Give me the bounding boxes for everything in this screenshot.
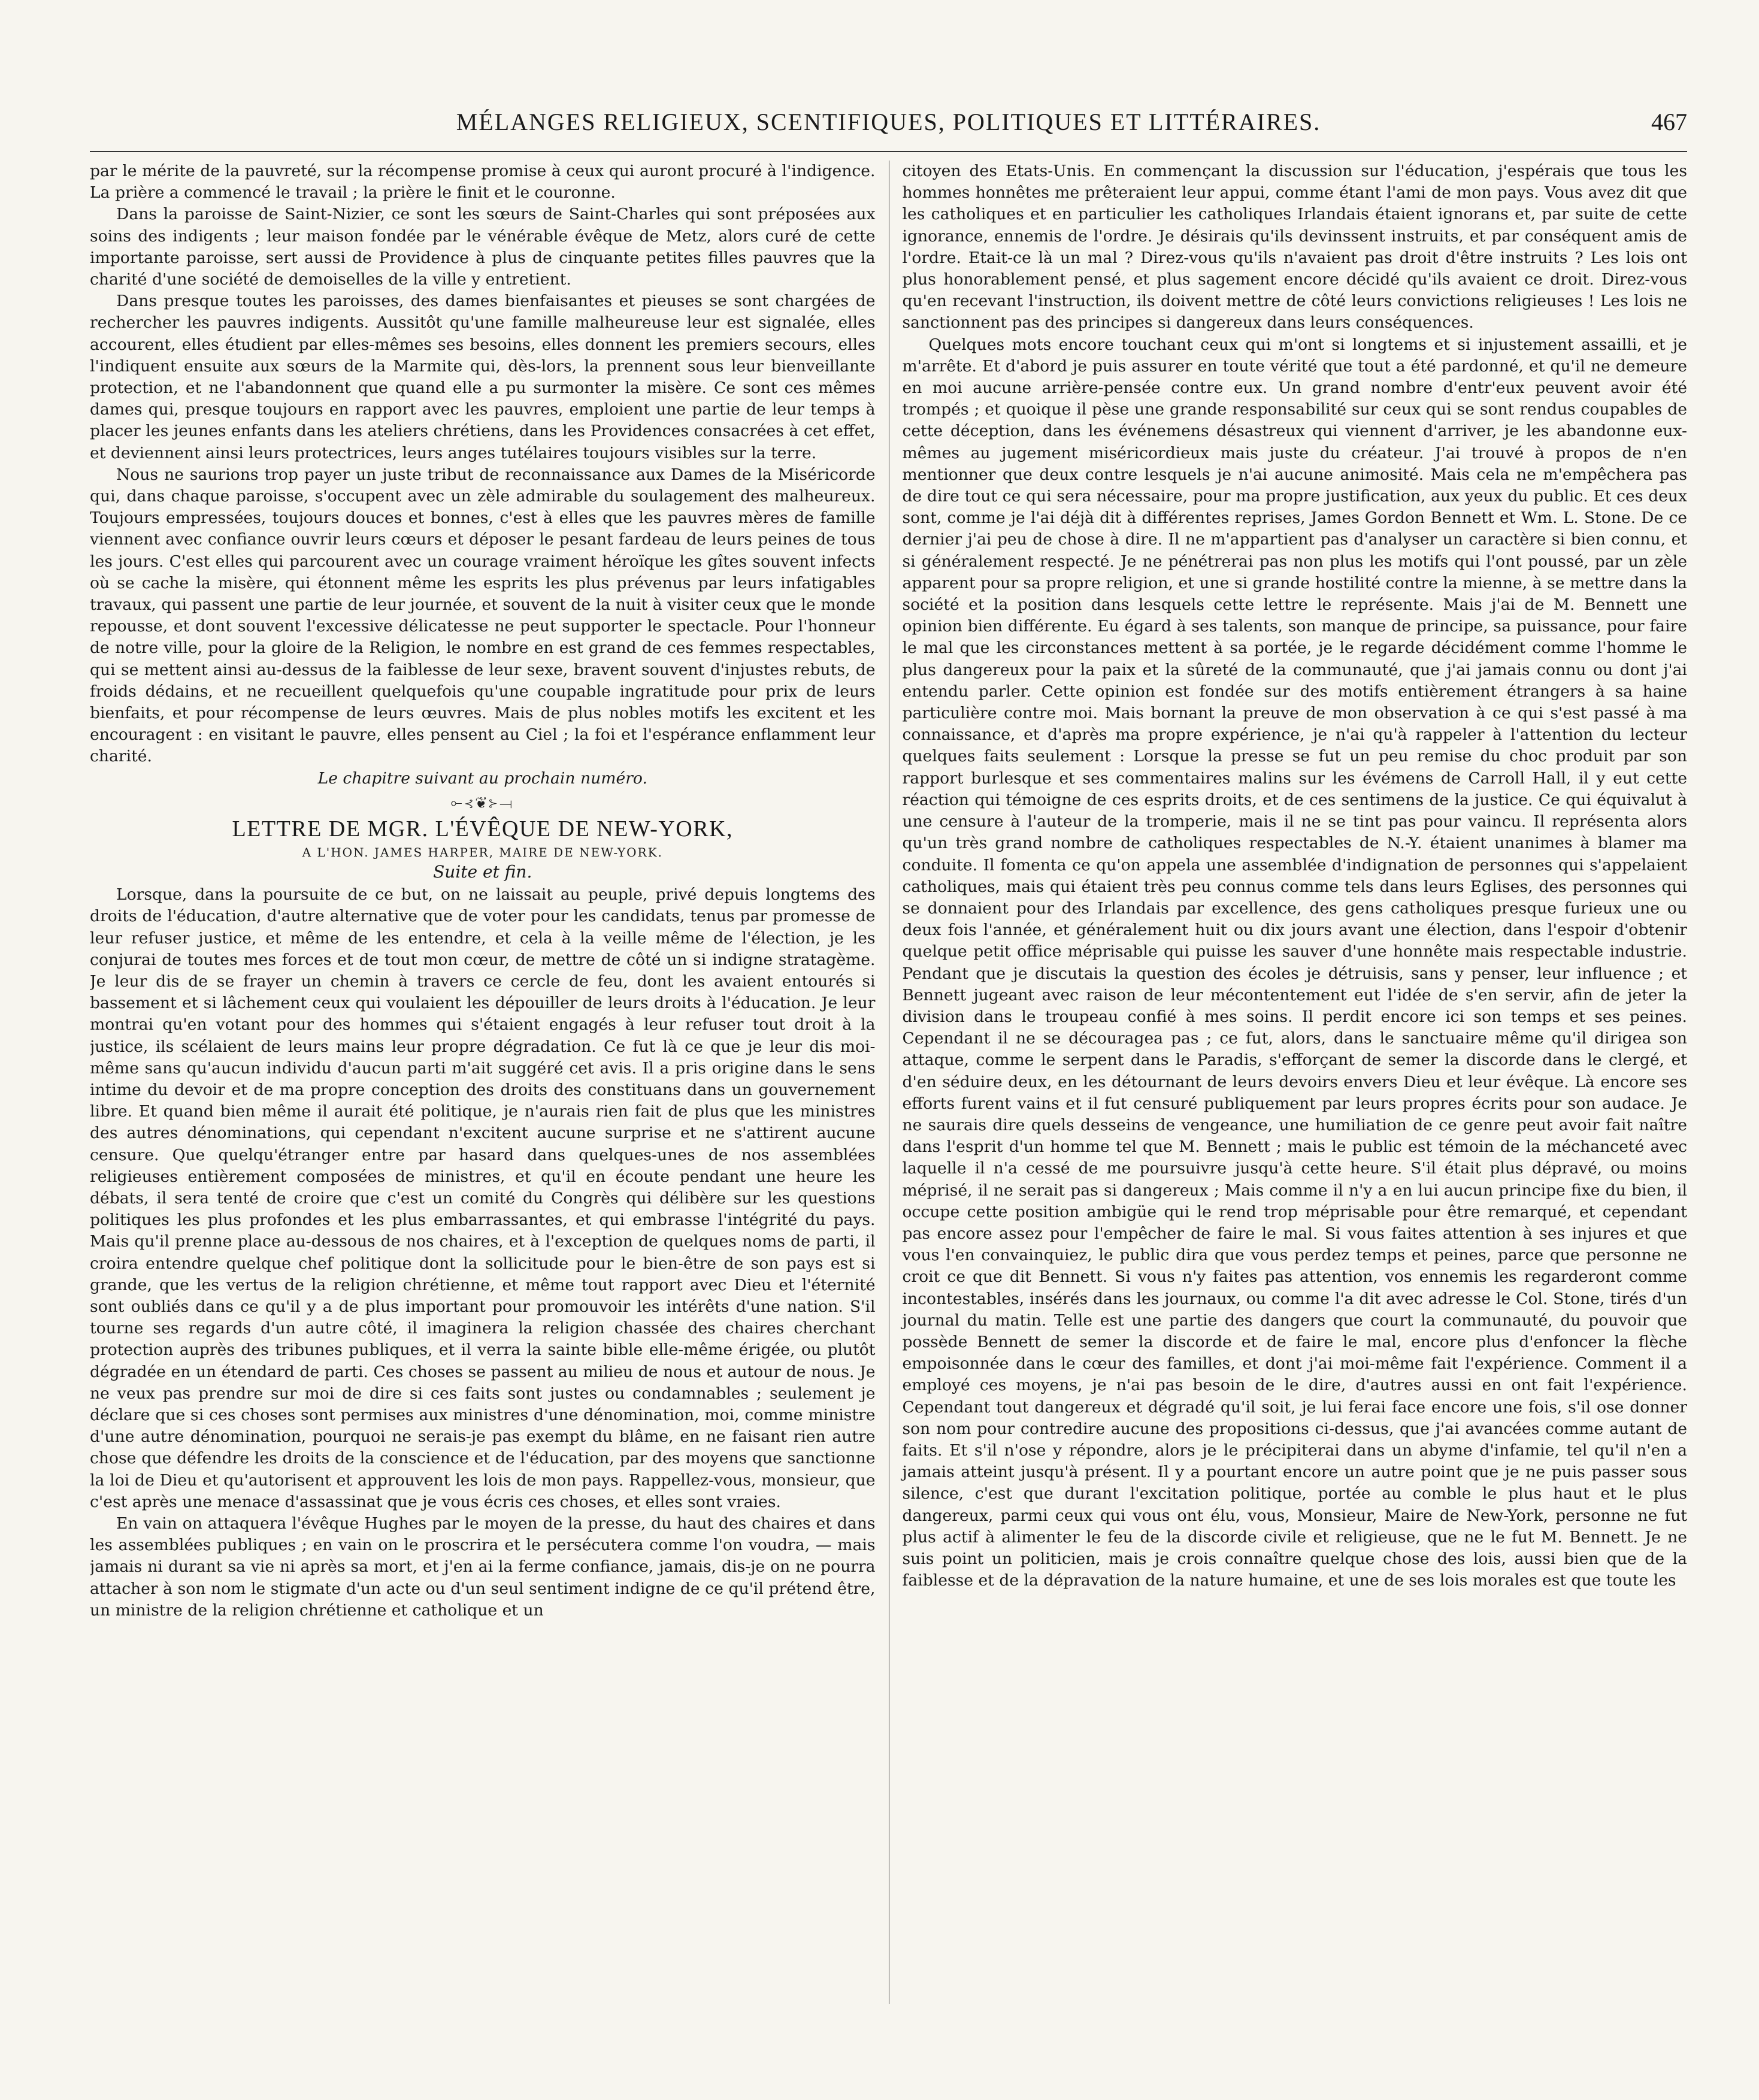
header-rule: [90, 151, 1687, 152]
article-title: LETTRE DE MGR. L'ÉVÊQUE DE NEW-YORK,: [232, 816, 734, 842]
paragraph: Dans presque toutes les paroisses, des dames bienfaisantes et pieuses se sont chargées de rechercher les pauvres indigents. Aussitôt qu'une famille malheureuse leur est signalée, elles accourent, elles étudient par elles-mêmes ses besoins, elles donnent les premiers secours, elles l'indiquent ensuite aux sœurs de la Marmite qui, dès-lors, la prennent sous leur bienveillante protection, et ne l'abandonnent que quand elle a pu surmonter la misère. Ce sont ces mêmes dames qui, presque toujours en rapport avec les pauvres, emploient une partie de leur temps à placer les jeunes enfants dans les ateliers chrétiens, dans les Providences consacrées à cet effet, et deviennent ainsi leurs protectrices, leurs anges tutélaires toujours visibles sur la terre.: [90, 292, 876, 462]
ornament-divider: ⟜⊰❦⊱⟞: [450, 794, 515, 811]
paragraph: En vain on attaquera l'évêque Hughes par le moyen de la presse, du haut des chaires et dans les assemblées publiques ; en vain on le proscrira et le persécutera comme l'on voudra, — mais jamais ni durant sa vie ni après sa mort, et j'en ai la ferme confiance, jamais, dis-je on ne pourra attacher à son nom le stigmate d'un acte ou d'un seul sentiment indigne de ce qu'il prétend être, un ministre de la religion chrétienne et catholique et un: [90, 1514, 876, 1620]
continued-note: Le chapitre suivant au prochain numéro.: [317, 768, 647, 788]
article-subtitle: A L'HON. JAMES HARPER, MAIRE DE NEW-YORK.: [302, 845, 663, 860]
paragraph: par le mérite de la pauvreté, sur la récompense promise à ceux qui auront procuré à l'indigence. La prière a commencé le travail ; la prière le finit et le couronne.: [90, 162, 876, 202]
paragraph: Lorsque, dans la poursuite de ce but, on ne laissait au peuple, privé depuis longtems des droits de l'éducation, d'autre alternative que de voter pour les candidats, tenus par promesse de leur refuser justice, et même de les entendre, et cela à la veille même de l'élection, je les conjurai de toutes mes forces et de tout mon cœur, de mettre de côté un si indigne stratagème. Je leur dis de se frayer un chemin à travers ce cercle de feu, dont les avaient entourés si bassement et si lâchement ceux qui voulaient les dépouiller de leurs droits à l'éducation. Je leur montrai qu'en votant pour des hommes qui s'étaient engagés à leur refuser tout droit à la justice, ils scélaient de leurs mains leur propre dégradation. Ce fut là ce que je leur dis moi-même sans qu'aucun individu d'aucun parti m'ait suggéré cet avis. Il a pris origine dans le sens intime du devoir et de ma propre conception des droits des constituans dans un gouvernement libre. Et quand bien même il aurait été politique, je n'aurais rien fait de plus que les ministres des autres dénominations, qui cependant n'excitent aucune surprise et ne s'attirent aucune censure. Que quelqu'étranger entre par hasard dans quelques-unes de nos assemblées religieuses entièrement composées de ministres, et qu'il en écoute pendant une heure les débats, il sera tenté de croire que c'est un comité du Congrès qui délibère sur les questions politiques les plus profondes et les plus embarrassantes, et qui embrasse l'intégrité du pays. Mais qu'il prenne place au-dessous de nos chaires, et à l'exception de quelques noms de parti, il croira entendre quelque chef politique dont la sollicitude pour le bien-être de son pays est si grande, que les vertus de la religion chrétienne, et même tout rapport avec Dieu et l'éternité sont oubliés dans ce qu'il y a de plus important pour promouvoir les intérêts d'une nation. S'il tourne ses regards d'un autre côté, il imaginera la religion chassée des chaires cherchant protection auprès des tribunes publiques, et il verra la sainte bible elle-même érigée, ou plutôt dégradée en un étendard de parti. Ces choses se passent au milieu de nous et autour de nous. Je ne veux pas prendre sur moi de dire si ces faits sont justes ou condamnables ; seulement je déclare que si ces choses sont permises aux ministres d'une dénomination, moi, comme ministre d'une autre dénomination, pourquoi ne serais-je pas exempt du blâme, en ne faisant rien autre chose que défendre les droits de la conscience et de l'éducation, par des moyens que sanctionne la loi de Dieu et qu'autorisent et approuvent les lois de mon pays. Rappellez-vous, monsieur, que c'est après une menace d'assassinat que je vous écris ces choses, et elles sont vraies.: [90, 885, 876, 1511]
left-column: [90, 161, 889, 2004]
paragraph: Dans la paroisse de Saint-Nizier, ce sont les sœurs de Saint-Charles qui sont préposées aux soins des indigents ; leur maison fondée par le vénérable évêque de Metz, alors curé de cette importante paroisse, sert aussi de Providence à plus de cinquante petites filles pauvres que la charité d'une société de demoiselles de la ville y entretient.: [90, 205, 876, 289]
article-suite: Suite et fin.: [433, 862, 532, 882]
paragraph: Quelques mots encore touchant ceux qui m'ont si longtems et si injustement assailli, et je m'arrête. Et d'abord je puis assurer en toute vérité que tout a été pardonné, et qu'il ne demeure en moi aucune arrière-pensée contre eux. Un grand nombre d'entr'eux peuvent avoir été trompés ; et quoique il pèse une grande responsabilité sur ceux qui se sont rendus coupables de cette déception, dans les événemens désastreux qui viennent d'arriver, je les abandonne eux-mêmes au jugement miséricordieux mais juste du créateur. J'ai trouvé à propos de n'en mentionner que deux contre lesquels je n'ai aucune animosité. Mais cela ne m'empêchera pas de dire tout ce qui sera nécessaire, pour ma propre justification, aux yeux du public. Et ces deux sont, comme je l'ai déjà dit à différentes reprises, James Gordon Bennett et Wm. L. Stone. De ce dernier j'ai peu de chose à dire. Il ne m'appartient pas d'analyser un caractère si bien connu, et si généralement respecté. Je ne pénétrerai pas non plus les motifs qui l'ont poussé, par un zèle apparent pour sa propre religion, et une si grande hostilité contre la mienne, à se mettre dans la société et la position dans lesquels cette lettre le représente. Mais j'ai de M. Bennett une opinion bien différente. Eu égard à ses talents, son manque de principe, sa puissance, pour faire le mal que les circonstances mettent à sa portée, je le regarde décidément comme l'homme le plus dangereux pour la paix et la sûreté de la communauté, que j'ai jamais connu ou dont j'ai entendu parler. Cette opinion est fondée sur des motifs entièrement étrangers à sa haine particulière contre moi. Mais bornant la preuve de mon observation à ce qui s'est passé à ma connaissance, et d'après ma propre expérience, je n'ai qu'à rappeler à l'attention du lecteur quelques faits seulement : Lorsque la presse se fut un peu remise du choc produit par son rapport burlesque et ses commentaires malins sur les évémens de Carroll Hall, il y eut cette réaction qui témoigne de ces esprits droits, et de ces sentimens de la justice. Ce qui équivalut à une censure à l'auteur de la tromperie, mais il ne se tint pas pour vaincu. Il représenta alors qu'un très grand nombre de catholiques respectables de N.-Y. étaient unanimes à blamer ma conduite. Il fomenta ce qu'on appela une assemblée d'indignation de personnes qui s'appelaient catholiques, mais qui étaient très peu connus comme tels dans leurs Eglises, des personnes qui se donnaient pour des Irlandais par excellence, des gens catholiques presque furieux une ou deux fois l'année, et généralement huit ou dix jours avant une élection, dans l'espoir d'obtenir quelque petit office méprisable qui puisse les sauver d'une honnête mais respectable industrie. Pendant que je discutais la question des écoles je détruisis, sans y penser, leur influence ; et Bennett jugeant avec raison de leur mécontentement eut l'idée de s'en servir, afin de jeter la division dans le troupeau confié à mes soins. Il perdit encore ici son temps et ses peines. Cependant il ne se découragea pas ; ce fut, alors, dans le sanctuaire même qu'il dirigea son attaque, comme le serpent dans le Paradis, s'efforçant de semer la discorde dans le clergé, et d'en séduire deux, en les détournant de leurs devoirs envers Dieu et leur évêque. Là encore ses efforts furent vains et il fut censuré publiquement par leurs propres écrits pour son audace. Je ne saurais dire quels desseins de vengeance, une humiliation de ce genre peut avoir fait naître dans l'esprit d'un homme tel que M. Bennett ; mais le public est témoin de la méchanceté avec laquelle il n'a cessé de me poursuivre jusqu'à cette heure. S'il était plus dépravé, ou moins méprisé, il ne serait pas si dangereux ; Mais comme il n'y a en lui aucun principe fixe du bien, il occupe cette position ambigüe qui le rend trop méprisable pour être remarqué, et cependant pas encore assez pour l'empêcher de faire le mal. Si vous faites attention à ses injures et que vous l'en convainquiez, le public dira que vous perdez temps et peines, parce que personne ne croit ce que dit Bennett. Si vous n'y faites pas attention, vos ennemis les regarderont comme incontestables, insérés dans les journaux, ou comme l'a dit avec adresse le Col. Stone, tirés d'un journal du matin. Telle est une partie des dangers que court la communauté, du pouvoir que possède Bennett de semer la discorde et de faire le mal, encore plus d'enfoncer la flèche empoisonnée dans le cœur des familles, et dont j'ai moi-même fait l'expérience. Comment il a employé ces moyens, je n'ai pas besoin de le dire, d'autres aussi en ont fait l'expérience. Cependant tout dangereux et dégradé qu'il soit, je lui ferai face encore une fois, s'il ose donner son nom pour contredire aucune des propositions ci-dessus, que j'ai avancées comme autant de faits. Et s'il n'ose y répondre, alors je le précipiterai dans un abyme d'infamie, tel qu'il n'en a jamais atteint jusqu'à présent. Il y a pourtant encore un autre point que je ne puis passer sous silence, c'est que durant l'excitation politique, portée au comble le plus haut et le plus dangereux, parmi ceux qui vous ont élu, vous, Monsieur, Maire de New-York, personne ne fut plus actif à alimenter le feu de la discorde civile et religieuse, que ne le fut M. Bennett. Je ne suis point un politicien, mais je crois connaître quelque chose des lois, aussi bien que de la faiblesse et de la dépravation de la nature humaine, et une de ses lois morales est que toute les: [902, 335, 1687, 1590]
running-head: [90, 108, 1687, 150]
running-title: MÉLANGES RELIGIEUX, SCENTIFIQUES, POLITIQUES ET LITTÉRAIRES.: [456, 108, 1321, 135]
two-column-body: [90, 161, 1687, 2004]
right-column: [889, 161, 1688, 2004]
page-number: 467: [1651, 108, 1687, 135]
paragraph: Nous ne saurions trop payer un juste tribut de reconnaissance aux Dames de la Miséricorde qui, dans chaque paroisse, s'occupent avec un zèle admirable du soulagement des malheureux. Toujours empressées, toujours douces et bonnes, c'est à elles que les pauvres mères de famille viennent avec confiance ouvrir leurs cœurs et déposer le pesant fardeau de leurs peines de tous les jours. C'est elles qui parcourent avec un courage vraiment héroïque les gîtes souvent infects où se cache la misère, qui étonnent même les esprits les plus prévenus par leurs infatigables travaux, qui passent une partie de leur journée, et souvent de la nuit à visiter ceux que le monde repousse, et dont souvent l'excessive délicatesse ne peut supporter le spectacle. Pour l'honneur de notre ville, pour la gloire de la Religion, le nombre en est grand de ces femmes respectables, qui se mettent ainsi au-dessus de la faiblesse de leur sexe, bravent souvent d'injustes rebuts, de froids dédains, et ne recueillent quelquefois qu'une coupable ingratitude pour prix de leurs bienfaits, et pour récompense de leurs œuvres. Mais de plus nobles motifs les excitent et les encouragent : en visitant le pauvre, elles pensent au Ciel ; la foi et l'espérance enflamment leur charité.: [90, 465, 876, 766]
paragraph: citoyen des Etats-Unis. En commençant la discussion sur l'éducation, j'espérais que tous les hommes honnêtes me prêteraient leur appui, comme étant l'ami de mon pays. Vous avez dit que les catholiques et en particulier les catholiques Irlandais étaient ignorans et, par suite de cette ignorance, ennemis de l'ordre. Je désirais qu'ils devinssent instruits, et par conséquent amis de l'ordre. Etait-ce là un mal ? Direz-vous qu'ils n'avaient pas droit d'être instruits ? Les lois ont plus honorablement pensé, et plus sagement encore décidé qu'ils avaient ce droit. Direz-vous qu'en recevant l'instruction, ils doivent mettre de côté leurs convictions religieuses ! Les lois ne sanctionnent pas des principes si dangereux dans leurs conséquences.: [902, 162, 1687, 332]
